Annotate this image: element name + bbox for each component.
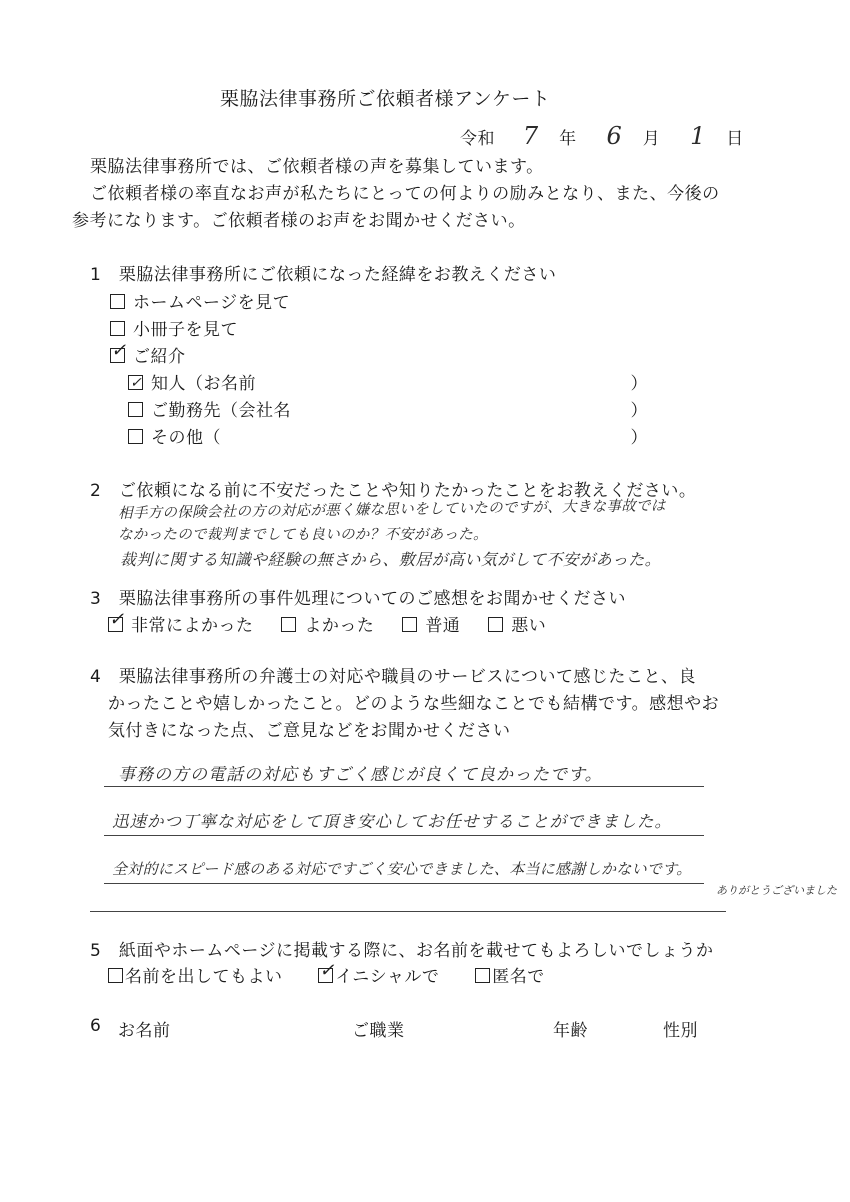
option-label: 悪い <box>511 616 547 636</box>
q1-sub-other[interactable] <box>128 423 648 448</box>
q3-option-very-good[interactable] <box>108 611 254 636</box>
date-era: 令和 <box>460 129 495 149</box>
checkbox[interactable] <box>110 294 125 309</box>
survey-title: 栗脇法律事務所ご依頼者様アンケート <box>220 88 551 110</box>
checkbox[interactable] <box>488 617 503 632</box>
answer-rule-2 <box>104 835 704 836</box>
check-mark-icon: ✓ <box>111 340 127 361</box>
option-label: よかった <box>304 616 375 636</box>
q4-question-line-3: 気付きになった点、ご意見などをお聞かせください <box>108 721 511 741</box>
option-label: ご紹介 <box>133 347 186 367</box>
q3-options <box>108 611 568 636</box>
close-paren: ） <box>630 374 648 394</box>
q3-question: 3 栗脇法律事務所の事件処理についてのご感想をお聞かせください <box>90 589 626 609</box>
q6-gender-label: 性別 <box>663 1021 698 1041</box>
option-label: その他（ <box>151 428 221 448</box>
checkbox-checked[interactable] <box>108 609 125 632</box>
q4-answer-line-3[interactable]: 全対的にスピード感のある対応ですごく安心できました、本当に感謝しかないです。 <box>112 860 692 878</box>
check-mark-icon: ✓ <box>319 960 335 981</box>
date-line <box>460 122 744 150</box>
answer-rule-3 <box>104 883 704 884</box>
checkbox[interactable] <box>108 968 123 983</box>
close-paren: ） <box>630 428 648 448</box>
check-mark-icon: ✓ <box>109 609 125 630</box>
option-label: 非常によかった <box>131 616 254 636</box>
q6-number: 6 <box>90 1016 102 1036</box>
q5-options <box>108 962 567 987</box>
q4-question-line-2: かったことや嬉しかったこと。どのような些細なことでも結構です。感想やお <box>108 694 720 714</box>
q5-question: 5 紙面やホームページに掲載する際に、お名前を載せてもよろしいでしょうか <box>90 941 714 961</box>
check-mark-icon: ✓ <box>130 375 143 391</box>
option-label: 匿名で <box>492 967 545 987</box>
intro-line-1: 栗脇法律事務所では、ご依頼者様の声を募集しています。 <box>90 157 544 177</box>
option-label: 知人（お名前 <box>151 374 256 394</box>
option-label: 普通 <box>425 616 461 636</box>
option-label: ホームページを見て <box>133 293 291 313</box>
q4-answer-tail[interactable]: ありがとうございました <box>716 884 837 897</box>
section-divider <box>90 911 726 912</box>
q6-name-label: お名前 <box>118 1021 171 1041</box>
q5-option-initials[interactable] <box>318 962 439 987</box>
option-label: 名前を出してもよい <box>125 967 283 987</box>
answer-rule-1 <box>104 786 704 787</box>
checkbox[interactable] <box>128 402 143 417</box>
checkbox-checked[interactable] <box>110 340 127 363</box>
q6-age-label: 年齢 <box>553 1021 588 1041</box>
option-label: 小冊子を見て <box>133 320 238 340</box>
q4-answer-line-1[interactable]: 事務の方の電話の対応もすごく感じが良くて良かったです。 <box>118 765 603 785</box>
q2-answer-line-2[interactable]: なかったので裁判までしても良いのか？不安があった。 <box>118 527 488 543</box>
close-paren: ） <box>630 401 648 421</box>
q3-option-average[interactable] <box>402 611 460 636</box>
checkbox[interactable] <box>128 429 143 444</box>
date-month[interactable]: 6 <box>606 122 623 150</box>
q2-answer-line-3[interactable]: 裁判に関する知識や経験の無さから、敷居が高い気がして不安があった。 <box>120 550 662 569</box>
q4-answer-line-2[interactable]: 迅速かつ丁寧な対応をして頂き安心してお任せすることができました。 <box>112 812 672 831</box>
q5-option-anonymous[interactable] <box>475 962 545 987</box>
q1-option-referral[interactable] <box>110 342 186 367</box>
q1-option-booklet[interactable] <box>110 315 238 340</box>
checkbox-checked[interactable] <box>318 960 335 983</box>
intro-line-2: ご依頼者様の率直なお声が私たちにとっての何よりの励みとなり、また、今後の <box>90 184 720 204</box>
date-day[interactable]: 1 <box>690 122 707 150</box>
date-month-label: 月 <box>642 129 661 149</box>
q1-sub-acquaintance[interactable] <box>128 369 648 394</box>
q2-question: 2 ご依頼になる前に不安だったことや知りたかったことをお教えください。 <box>90 481 697 501</box>
checkbox[interactable] <box>281 617 296 632</box>
q1-option-homepage[interactable] <box>110 288 290 313</box>
checkbox-checked[interactable] <box>128 375 143 390</box>
q5-option-name-ok[interactable] <box>108 962 283 987</box>
date-year-label: 年 <box>559 129 577 149</box>
checkbox[interactable] <box>402 617 417 632</box>
checkbox[interactable] <box>110 321 125 336</box>
q1-sub-company[interactable] <box>128 396 648 421</box>
q4-question-line-1: 4 栗脇法律事務所の弁護士の対応や職員のサービスについて感じたこと、良 <box>90 667 696 687</box>
option-label: ご勤務先（会社名 <box>151 401 291 421</box>
intro-line-3: 参考になります。ご依頼者様のお声をお聞かせください。 <box>72 211 526 231</box>
q2-answer-line-1[interactable]: 相手方の保険会社の方の対応が悪く嫌な思いをしていたのですが、大きな事故では <box>117 498 666 522</box>
option-label: イニシャルで <box>335 967 440 987</box>
checkbox[interactable] <box>475 968 490 983</box>
date-year[interactable]: 7 <box>522 122 540 150</box>
q1-question: 1 栗脇法律事務所にご依頼になった経緯をお教えください <box>90 265 557 285</box>
date-day-label: 日 <box>726 129 744 149</box>
q3-option-good[interactable] <box>281 611 374 636</box>
q6-job-label: ご職業 <box>352 1021 405 1041</box>
q3-option-bad[interactable] <box>488 611 546 636</box>
